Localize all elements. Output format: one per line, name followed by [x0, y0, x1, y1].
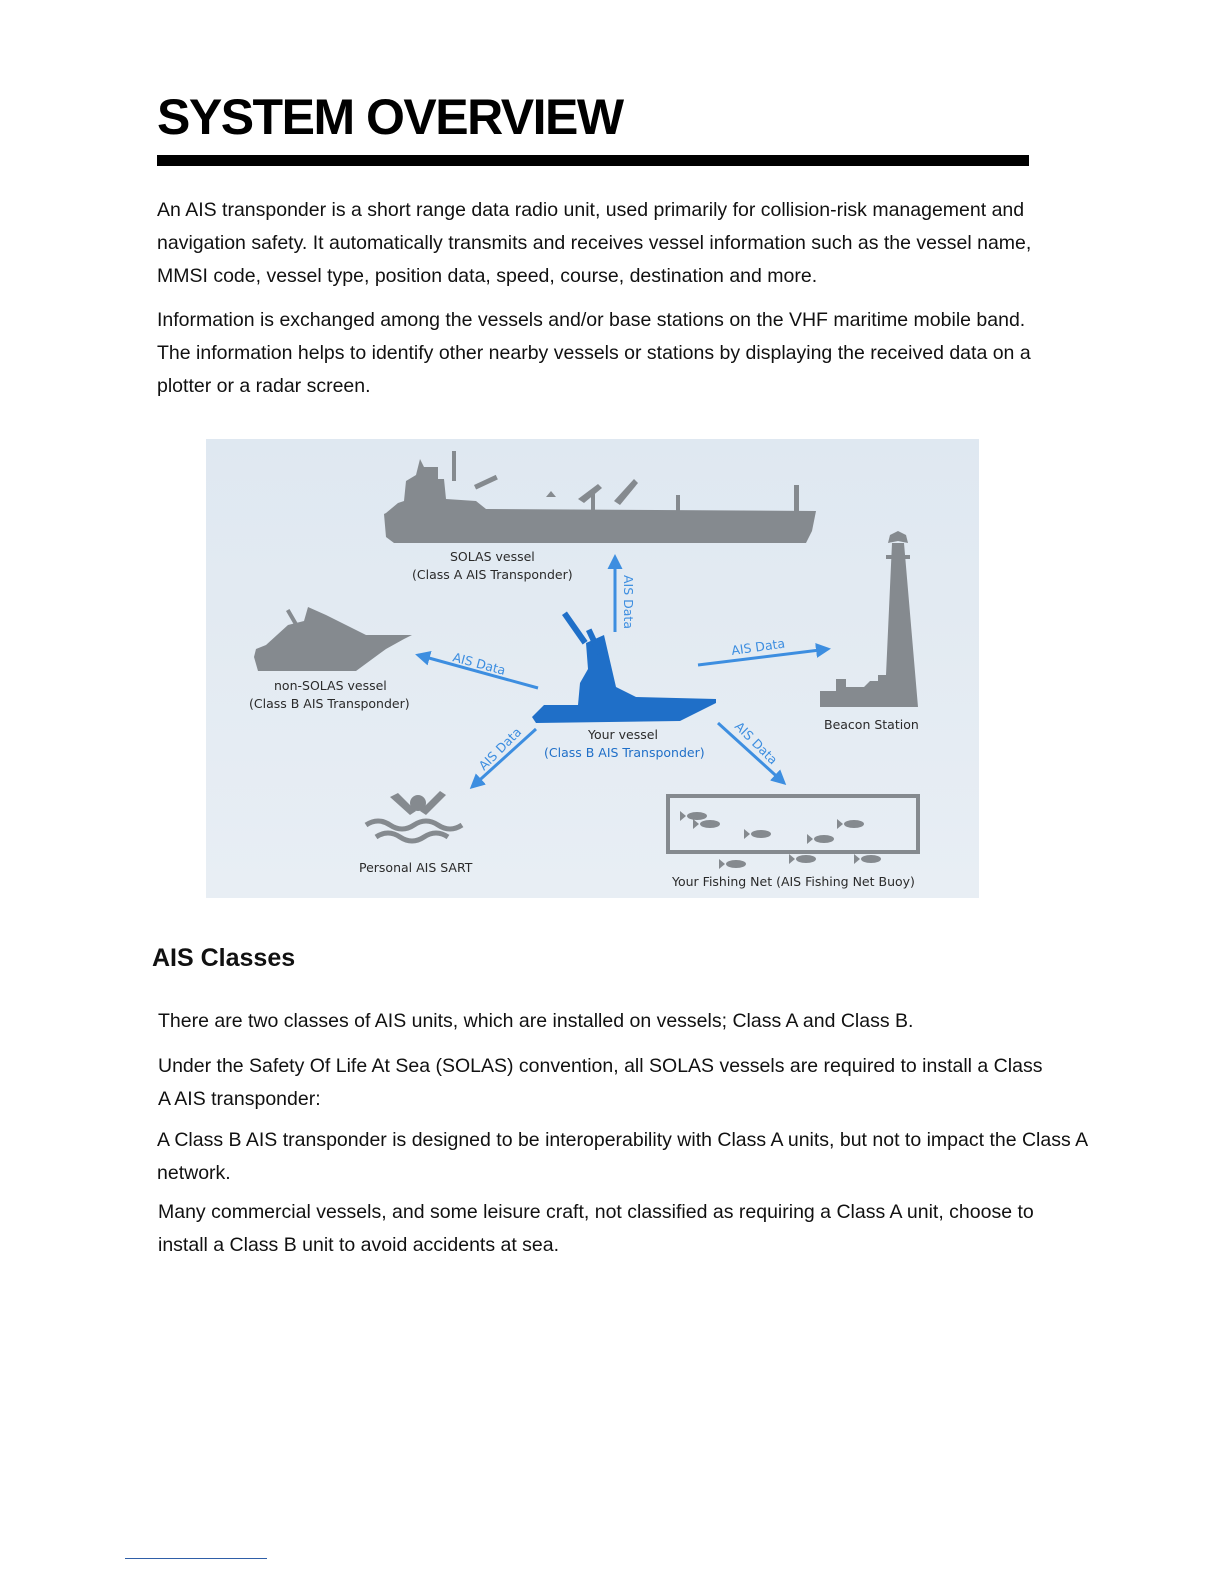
your-vessel-class-label: (Class B AIS Transponder) [544, 745, 705, 760]
arrow-label-non-solas: AIS Data [451, 649, 508, 678]
fishing-net-label: Your Fishing Net (AIS Fishing Net Buoy) [672, 874, 915, 889]
arrow-label-beacon: AIS Data [730, 635, 786, 658]
intro-paragraph-2: Information is exchanged among the vessels and/or base stations on the VHF maritime mobile band. The information helps to identify other nearby vessels or stations by displaying the received data on a plotter or a radar screen. [157, 309, 1031, 397]
intro-paragraph-1: An AIS transponder is a short range data radio unit, used primarily for collision-risk management and navigation safety. It automatically transmits and receives vessel information such as the vessel name, MMSI code, vessel type, position data, speed, course, destination and more. [157, 199, 1032, 287]
solas-vessel-class-label: (Class A AIS Transponder) [412, 567, 573, 582]
non-solas-vessel-class-label: (Class B AIS Transponder) [249, 696, 410, 711]
your-vessel-label: Your vessel [588, 727, 658, 742]
arrow-label-solas: AIS Data [621, 575, 636, 629]
classes-paragraph-1: There are two classes of AIS units, which are installed on vessels; Class A and Class B. [158, 1010, 914, 1032]
personal-ais-sart-label: Personal AIS SART [359, 860, 473, 875]
beacon-station-label: Beacon Station [824, 717, 919, 732]
section-heading-ais-classes: AIS Classes [152, 944, 296, 972]
classes-paragraph-4: Many commercial vessels, and some leisure craft, not classified as requiring a Class A unit, choose to install a Class B unit to avoid accidents at sea. [158, 1201, 1034, 1256]
title-underline [157, 155, 1029, 166]
classes-paragraph-2: Under the Safety Of Life At Sea (SOLAS) convention, all SOLAS vessels are required to install a Class A AIS transponder: [158, 1055, 1043, 1110]
page-title: SYSTEM OVERVIEW [157, 89, 623, 145]
classes-paragraph-3: A Class B AIS transponder is designed to be interoperability with Class A units, but not to impact the Class A network. [157, 1129, 1088, 1184]
non-solas-vessel-label: non-SOLAS vessel [274, 678, 387, 693]
ais-system-diagram [206, 439, 979, 898]
arrow-label-fishing-net: AIS Data [731, 718, 781, 768]
arrow-label-sart: AIS Data [475, 724, 525, 774]
footnote-separator [125, 1558, 267, 1559]
solas-vessel-label: SOLAS vessel [450, 549, 535, 564]
